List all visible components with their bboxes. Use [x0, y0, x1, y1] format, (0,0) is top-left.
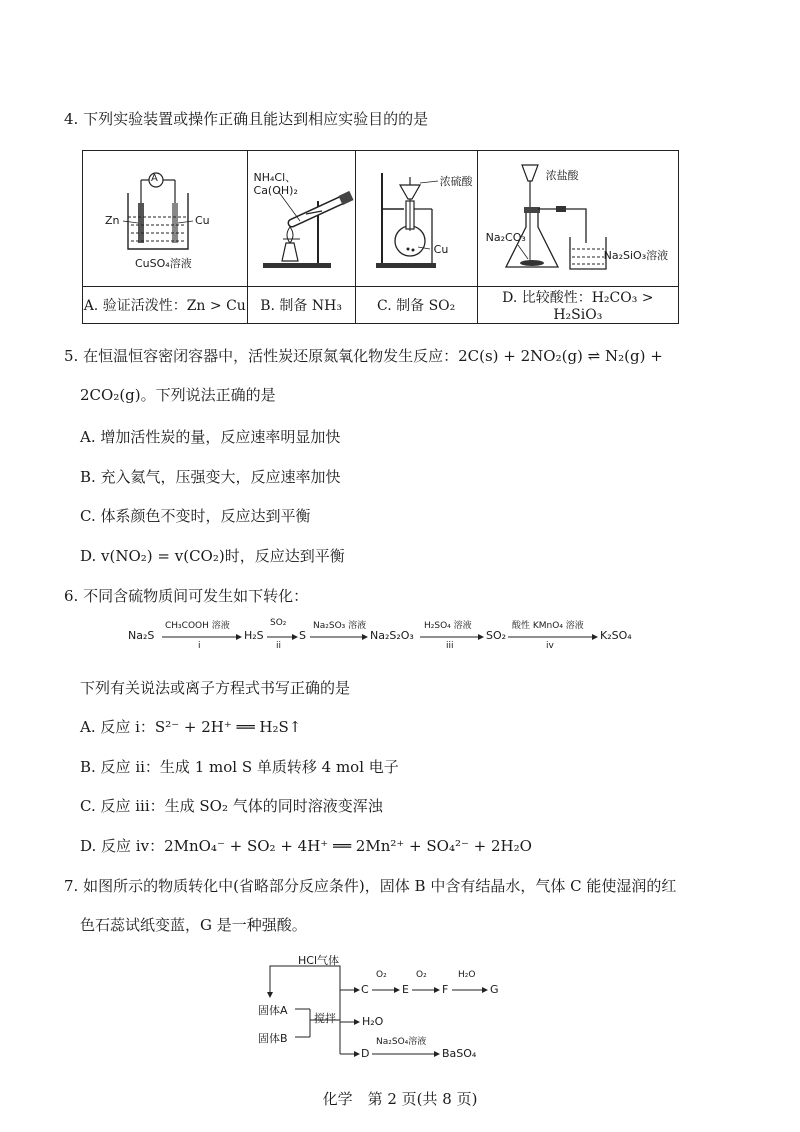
reagent-4: H₂SO₄ 溶液 — [424, 621, 472, 631]
conc-hcl-label: 浓盐酸 — [545, 169, 579, 182]
node-c: C — [361, 983, 369, 996]
caption-a: A. 验证活泼性：Zn > Cu — [83, 287, 248, 324]
q6-stem: 6. 不同含硫物质间可发生如下转化： — [64, 587, 309, 605]
step-2: ii — [276, 641, 282, 651]
cuso4-label: CuSO₄溶液 — [135, 257, 192, 270]
node-d: D — [361, 1047, 370, 1060]
q5-option-d: D. v(NO₂) = v(CO₂)时，反应达到平衡 — [80, 547, 345, 565]
q4-stem: 4. 下列实验装置或操作正确且能达到相应实验目的的是 — [64, 110, 429, 128]
o2-label-1: O₂ — [376, 970, 387, 980]
ammeter-label: A — [151, 173, 158, 184]
node-e: E — [402, 983, 409, 996]
reagent-5: 酸性 KMnO₄ 溶液 — [512, 621, 584, 631]
species-k2so4: K₂SO₄ — [600, 629, 632, 642]
caoh2-label: Ca(OH)₂ — [253, 184, 298, 197]
step-4: iv — [546, 641, 554, 651]
q7-stem-line2: 色石蕊试纸变蓝，G 是一种强酸。 — [80, 916, 307, 934]
reagent-3: Na₂SO₃ 溶液 — [313, 621, 367, 631]
reagent-1: CH₃COOH 溶液 — [165, 621, 230, 631]
hcl-gas-label: HCl气体 — [298, 954, 340, 967]
caption-d: D. 比较酸性：H₂CO₃ > H₂SiO₃ — [477, 287, 678, 324]
q5-option-b: B. 充入氦气，压强变大，反应速率加快 — [80, 468, 341, 486]
cu-label: Cu — [195, 214, 210, 227]
q6-option-b: B. 反应 ii：生成 1 mol S 单质转移 4 mol 电子 — [80, 758, 399, 776]
q6-option-c: C. 反应 iii：生成 SO₂ 气体的同时溶液变浑浊 — [80, 797, 383, 815]
q7-stem-line1: 7. 如图所示的物质转化中(省略部分反应条件)，固体 B 中含有结晶水，气体 C 能使湿润的红 — [64, 877, 677, 895]
q6-option-d: D. 反应 iv：2MnO₄⁻ + SO₂ + 4H⁺ ══ 2Mn²⁺ + SO₄²⁻ + 2H₂O — [80, 837, 532, 855]
na2co3-label: Na₂CO₃ — [485, 231, 526, 244]
species-na2s: Na₂S — [128, 629, 155, 642]
solid-b-label: 固体B — [258, 1032, 288, 1045]
page-footer: 化学 第 2 页(共 8 页) — [322, 1090, 478, 1108]
zn-label: Zn — [105, 214, 120, 227]
q5-option-a: A. 增加活性炭的量，反应速率明显加快 — [80, 428, 341, 446]
caption-b: B. 制备 NH₃ — [247, 287, 355, 324]
stir-label: 搅拌 — [314, 1012, 336, 1025]
q5-option-c: C. 体系颜色不变时，反应达到平衡 — [80, 507, 311, 525]
step-3: iii — [446, 641, 454, 651]
na2so4-label: Na₂SO₄溶液 — [376, 1037, 427, 1047]
reagent-2: SO₂ — [270, 618, 287, 628]
node-f: F — [442, 983, 449, 996]
q6-option-a: A. 反应 i：S²⁻ + 2H⁺ ══ H₂S↑ — [80, 718, 302, 736]
h2o-label-2: H₂O — [362, 1015, 384, 1028]
o2-label-2: O₂ — [416, 970, 427, 980]
nh4cl-label: NH₄Cl、 — [253, 171, 297, 184]
baso4-label: BaSO₄ — [442, 1047, 477, 1060]
node-g: G — [490, 983, 499, 996]
caption-c: C. 制备 SO₂ — [355, 287, 477, 324]
solid-a-label: 固体A — [258, 1004, 288, 1017]
na2sio3-label: Na₂SiO₃溶液 — [603, 249, 669, 262]
species-so2: SO₂ — [486, 629, 507, 642]
h2o-label-1: H₂O — [458, 970, 476, 980]
step-1: i — [198, 641, 201, 651]
species-s: S — [299, 629, 306, 642]
q5-stem-line1: 5. 在恒温恒容密闭容器中，活性炭还原氮氧化物发生反应：2C(s) + 2NO₂(g) ⇌ N₂(g) + — [64, 347, 663, 365]
species-h2s: H₂S — [244, 629, 264, 642]
q5-stem-line2: 2CO₂(g)。下列说法正确的是 — [80, 386, 276, 404]
conc-h2so4-label: 浓硫酸 — [439, 175, 473, 188]
cu-label-c: Cu — [433, 243, 449, 256]
species-na2s2o3: Na₂S₂O₃ — [370, 629, 414, 642]
q6-prompt: 下列有关说法或离子方程式书写正确的是 — [80, 679, 351, 697]
